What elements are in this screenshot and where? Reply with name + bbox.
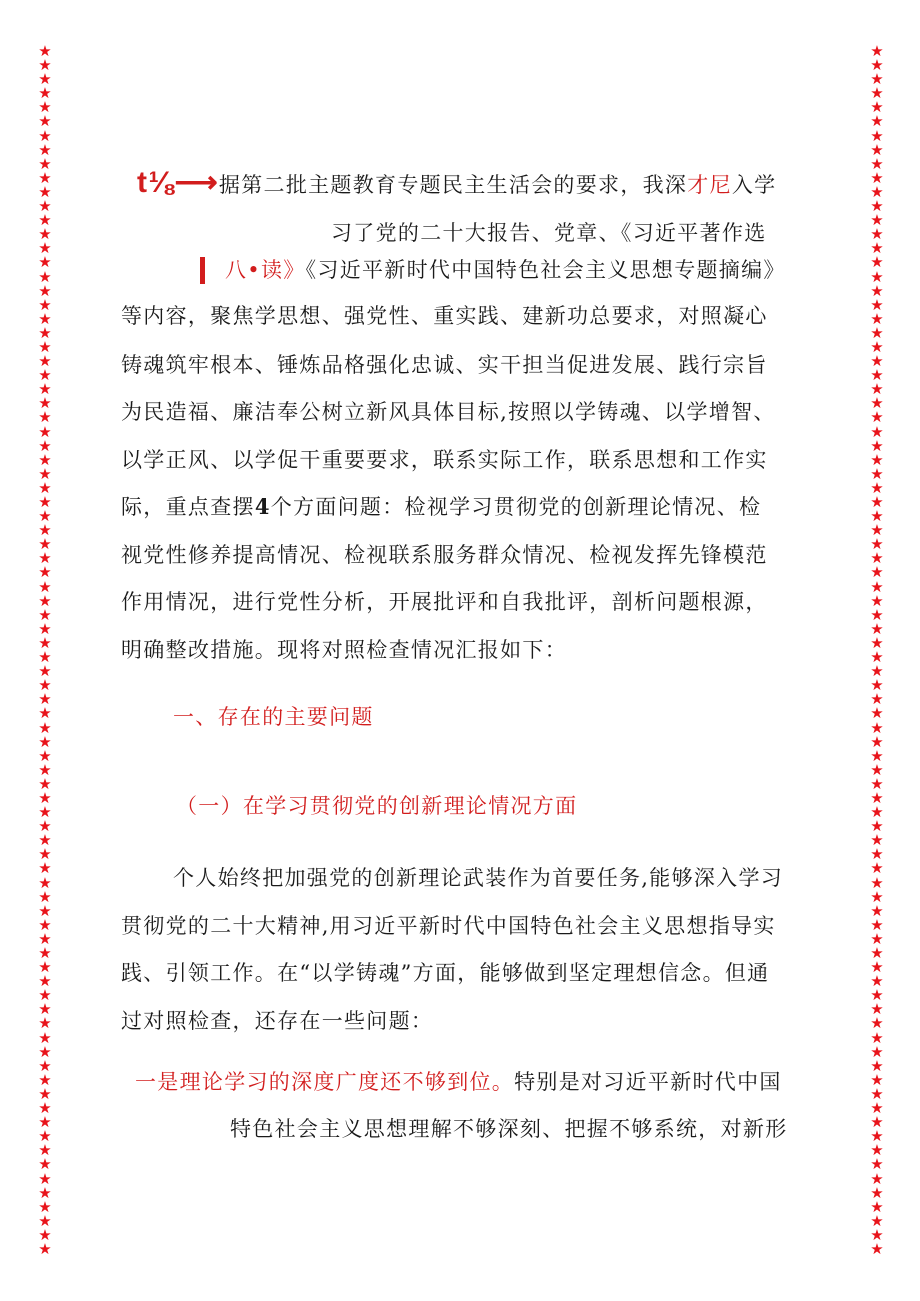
para2-line-4: 过对照检查，还存在一些问题：: [121, 1009, 434, 1033]
ocr-artifact-red-text: 才尼: [687, 173, 732, 197]
star-icon: ★: [38, 901, 52, 920]
star-icon: ★: [38, 1084, 52, 1103]
para2-line-1: 个人始终把加强党的创新理论武装作为首要任务,能够深入学习: [173, 866, 784, 890]
star-icon: ★: [870, 619, 884, 638]
star-icon: ★: [870, 56, 884, 75]
star-icon: ★: [38, 84, 52, 103]
star-icon: ★: [870, 1239, 884, 1256]
section-heading-2: （一）在学习贯彻党的创新理论情况方面: [176, 794, 578, 818]
star-icon: ★: [870, 760, 884, 779]
star-icon: ★: [38, 394, 52, 413]
intro-line-1: t⅛⟶据第二批主题教育专题民主生活会的要求，我深才尼入学: [137, 166, 777, 199]
star-icon: ★: [870, 1014, 884, 1033]
star-icon: ★: [38, 1141, 52, 1160]
star-icon: ★: [870, 521, 884, 540]
star-icon: ★: [870, 563, 884, 582]
star-icon: ★: [870, 845, 884, 864]
star-icon: ★: [870, 239, 884, 258]
star-icon: ★: [38, 323, 52, 342]
section-heading-1: 一、存在的主要问题: [173, 705, 374, 729]
star-icon: ★: [870, 887, 884, 906]
star-icon: ★: [38, 817, 52, 836]
star-icon: ★: [870, 281, 884, 300]
star-icon: ★: [38, 422, 52, 441]
star-icon: ★: [870, 1141, 884, 1160]
star-icon: ★: [38, 1225, 52, 1244]
star-icon: ★: [870, 380, 884, 399]
star-icon: ★: [38, 563, 52, 582]
star-icon: ★: [870, 1028, 884, 1047]
para3-line-1: 一是理论学习的深度广度还不够到位。特别是对习近平新时代中国: [135, 1070, 782, 1094]
star-icon: ★: [38, 493, 52, 511]
star-icon: ★: [38, 507, 52, 526]
star-icon: ★: [870, 98, 884, 117]
star-icon: ★: [870, 450, 884, 469]
star-icon: ★: [870, 1113, 884, 1132]
star-icon: ★: [38, 958, 52, 977]
star-icon: ★: [870, 70, 884, 89]
star-icon: ★: [870, 1084, 884, 1103]
star-icon: ★: [38, 887, 52, 906]
star-icon: ★: [870, 253, 884, 272]
star-icon: ★: [38, 690, 52, 709]
star-icon: ★: [870, 1155, 884, 1174]
star-icon: ★: [870, 1042, 884, 1061]
star-icon: ★: [38, 154, 52, 173]
star-icon: ★: [870, 140, 884, 159]
star-icon: ★: [38, 676, 52, 695]
star-icon: ★: [38, 408, 52, 427]
intro-line-5: 铸魂筑牢根本、锤炼品格强化忠诚、实干担当促进发展、践行宗旨: [121, 353, 768, 377]
star-icon: ★: [870, 126, 884, 145]
star-icon: ★: [870, 337, 884, 356]
star-icon: ★: [870, 718, 884, 737]
star-icon: ★: [38, 788, 52, 807]
star-icon: ★: [870, 366, 884, 385]
star-icon: ★: [38, 1056, 52, 1075]
star-icon: ★: [38, 605, 52, 624]
star-icon: ★: [870, 915, 884, 934]
star-icon: ★: [38, 1127, 52, 1146]
star-icon: ★: [38, 803, 52, 822]
star-icon: ★: [870, 774, 884, 793]
star-icon: ★: [870, 873, 884, 892]
star-icon: ★: [38, 1028, 52, 1047]
star-icon: ★: [38, 521, 52, 540]
star-icon: ★: [870, 408, 884, 427]
star-icon: ★: [870, 831, 884, 850]
star-icon: ★: [38, 464, 52, 483]
star-icon: ★: [38, 281, 52, 300]
star-icon: ★: [38, 112, 52, 131]
star-icon: ★: [870, 704, 884, 723]
star-icon: ★: [870, 901, 884, 920]
star-icon: ★: [870, 1225, 884, 1244]
star-icon: ★: [870, 690, 884, 709]
star-icon: ★: [870, 225, 884, 244]
intro-line-8: 际，重点查摆4个方面问题：检视学习贯彻党的创新理论情况、检: [121, 494, 762, 519]
star-icon: ★: [38, 450, 52, 469]
star-icon: ★: [38, 309, 52, 328]
star-icon: ★: [38, 352, 52, 371]
star-icon: ★: [38, 436, 52, 455]
star-icon: ★: [870, 267, 884, 286]
star-icon: ★: [870, 986, 884, 1005]
star-icon: ★: [870, 464, 884, 483]
intro-line-6: 为民造福、廉洁奉公树立新风具体目标,按照以学铸魂、以学增智、: [121, 400, 776, 424]
star-icon: ★: [870, 1183, 884, 1202]
star-icon: ★: [870, 535, 884, 554]
star-icon: ★: [38, 197, 52, 216]
star-icon: ★: [38, 1000, 52, 1019]
star-icon: ★: [38, 972, 52, 991]
star-icon: ★: [870, 958, 884, 977]
star-icon: ★: [38, 211, 52, 230]
star-icon: ★: [38, 845, 52, 864]
star-icon: ★: [870, 1169, 884, 1188]
star-icon: ★: [870, 436, 884, 455]
star-icon: ★: [38, 577, 52, 596]
star-icon: ★: [38, 253, 52, 272]
star-icon: ★: [38, 1014, 52, 1033]
star-icon: ★: [870, 211, 884, 230]
star-icon: ★: [870, 197, 884, 216]
star-icon: ★: [870, 944, 884, 962]
star-icon: ★: [38, 760, 52, 779]
star-icon: ★: [38, 648, 52, 667]
star-icon: ★: [38, 1197, 52, 1216]
star-icon: ★: [870, 662, 884, 681]
star-icon: ★: [38, 239, 52, 258]
star-icon: ★: [870, 182, 884, 201]
star-icon: ★: [38, 549, 52, 568]
star-icon: ★: [38, 1183, 52, 1202]
ocr-artifact-red-text-2: 八•读》: [225, 258, 306, 282]
star-icon: ★: [870, 478, 884, 497]
intro-line-2: 习了党的二十大报告、党章、《习近平著作选: [331, 221, 767, 245]
star-icon: ★: [870, 295, 884, 314]
star-icon: ★: [870, 676, 884, 695]
star-icon: ★: [38, 1099, 52, 1118]
star-icon: ★: [870, 352, 884, 371]
star-icon: ★: [38, 168, 52, 187]
ocr-artifact-mark: t⅛⟶: [137, 166, 219, 199]
star-icon: ★: [38, 1113, 52, 1132]
star-icon: ★: [870, 1127, 884, 1146]
star-icon: ★: [870, 788, 884, 807]
star-icon: ★: [38, 704, 52, 723]
star-icon: ★: [870, 803, 884, 822]
star-icon: ★: [38, 1155, 52, 1174]
star-icon: ★: [870, 746, 884, 765]
star-icon: ★: [870, 1099, 884, 1118]
star-icon: ★: [38, 56, 52, 75]
star-icon: ★: [870, 972, 884, 991]
star-icon: ★: [38, 915, 52, 934]
red-vertical-bar: [200, 257, 205, 284]
star-icon: ★: [870, 1070, 884, 1089]
intro-line-4: 等内容，聚焦学思想、强党性、重实践、建新功总要求，对照凝心: [121, 304, 768, 328]
star-icon: ★: [38, 929, 52, 948]
star-icon: ★: [870, 648, 884, 667]
star-icon: ★: [38, 732, 52, 751]
star-icon: ★: [870, 591, 884, 610]
star-icon: ★: [870, 1197, 884, 1216]
star-icon: ★: [870, 549, 884, 568]
star-icon: ★: [870, 507, 884, 526]
left-star-border: [34, 44, 56, 1256]
star-icon: ★: [870, 154, 884, 173]
star-icon: ★: [38, 1239, 52, 1256]
intro-line-3: 八•读》《习近平新时代中国特色社会主义思想专题摘编》: [225, 258, 786, 282]
star-icon: ★: [870, 859, 884, 878]
star-icon: ★: [38, 182, 52, 201]
star-icon: ★: [38, 662, 52, 681]
star-icon: ★: [38, 831, 52, 850]
star-icon: ★: [870, 633, 884, 652]
star-icon: ★: [38, 267, 52, 286]
star-icon: ★: [870, 605, 884, 624]
star-icon: ★: [38, 295, 52, 314]
star-icon: ★: [870, 1211, 884, 1230]
star-icon: ★: [38, 1211, 52, 1230]
star-icon: ★: [38, 633, 52, 652]
star-icon: ★: [870, 309, 884, 328]
star-icon: ★: [38, 859, 52, 878]
star-icon: ★: [870, 929, 884, 948]
para3-line-2: 特色社会主义思想理解不够深刻、把握不够系统，对新形: [230, 1117, 788, 1141]
para2-line-2: 贯彻党的二十大精神,用习近平新时代中国特色社会主义思想指导实: [121, 914, 776, 938]
star-icon: ★: [870, 1000, 884, 1019]
star-icon: ★: [38, 98, 52, 117]
star-icon: ★: [870, 44, 884, 60]
star-icon: ★: [38, 535, 52, 554]
star-icon: ★: [38, 944, 52, 962]
star-icon: ★: [38, 70, 52, 89]
star-icon: ★: [870, 168, 884, 187]
star-icon: ★: [38, 873, 52, 892]
star-icon: ★: [870, 323, 884, 342]
star-icon: ★: [38, 774, 52, 793]
star-icon: ★: [38, 1169, 52, 1188]
star-icon: ★: [38, 591, 52, 610]
star-icon: ★: [870, 394, 884, 413]
star-icon: ★: [38, 225, 52, 244]
star-icon: ★: [38, 140, 52, 159]
star-icon: ★: [870, 577, 884, 596]
star-icon: ★: [870, 422, 884, 441]
right-star-border: [866, 44, 888, 1256]
intro-line-11: 明确整改措施。现将对照检查情况汇报如下：: [121, 638, 567, 662]
star-icon: ★: [38, 718, 52, 737]
star-icon: ★: [870, 817, 884, 836]
star-icon: ★: [38, 746, 52, 765]
intro-line-10: 作用情况，进行党性分析，开展批评和自我批评，剖析问题根源，: [121, 590, 768, 614]
star-icon: ★: [38, 44, 52, 60]
star-icon: ★: [870, 84, 884, 103]
star-icon: ★: [38, 619, 52, 638]
star-icon: ★: [870, 112, 884, 131]
para2-line-3: 践、引领工作。在“以学铸魂”方面，能够做到坚定理想信念。但通: [121, 961, 770, 985]
intro-line-9: 视党性修养提高情况、检视联系服务群众情况、检视发挥先锋模范: [121, 543, 768, 567]
point-one-heading: 一是理论学习的深度广度还不够到位。: [135, 1070, 515, 1094]
star-icon: ★: [38, 1042, 52, 1061]
star-icon: ★: [38, 380, 52, 399]
star-icon: ★: [38, 1070, 52, 1089]
star-icon: ★: [38, 366, 52, 385]
star-icon: ★: [38, 337, 52, 356]
star-icon: ★: [38, 126, 52, 145]
star-icon: ★: [870, 732, 884, 751]
star-icon: ★: [870, 493, 884, 511]
star-icon: ★: [870, 1056, 884, 1075]
intro-line-7: 以学正风、以学促干重要要求，联系实际工作，联系思想和工作实: [121, 448, 768, 472]
star-icon: ★: [38, 478, 52, 497]
star-icon: ★: [38, 986, 52, 1005]
